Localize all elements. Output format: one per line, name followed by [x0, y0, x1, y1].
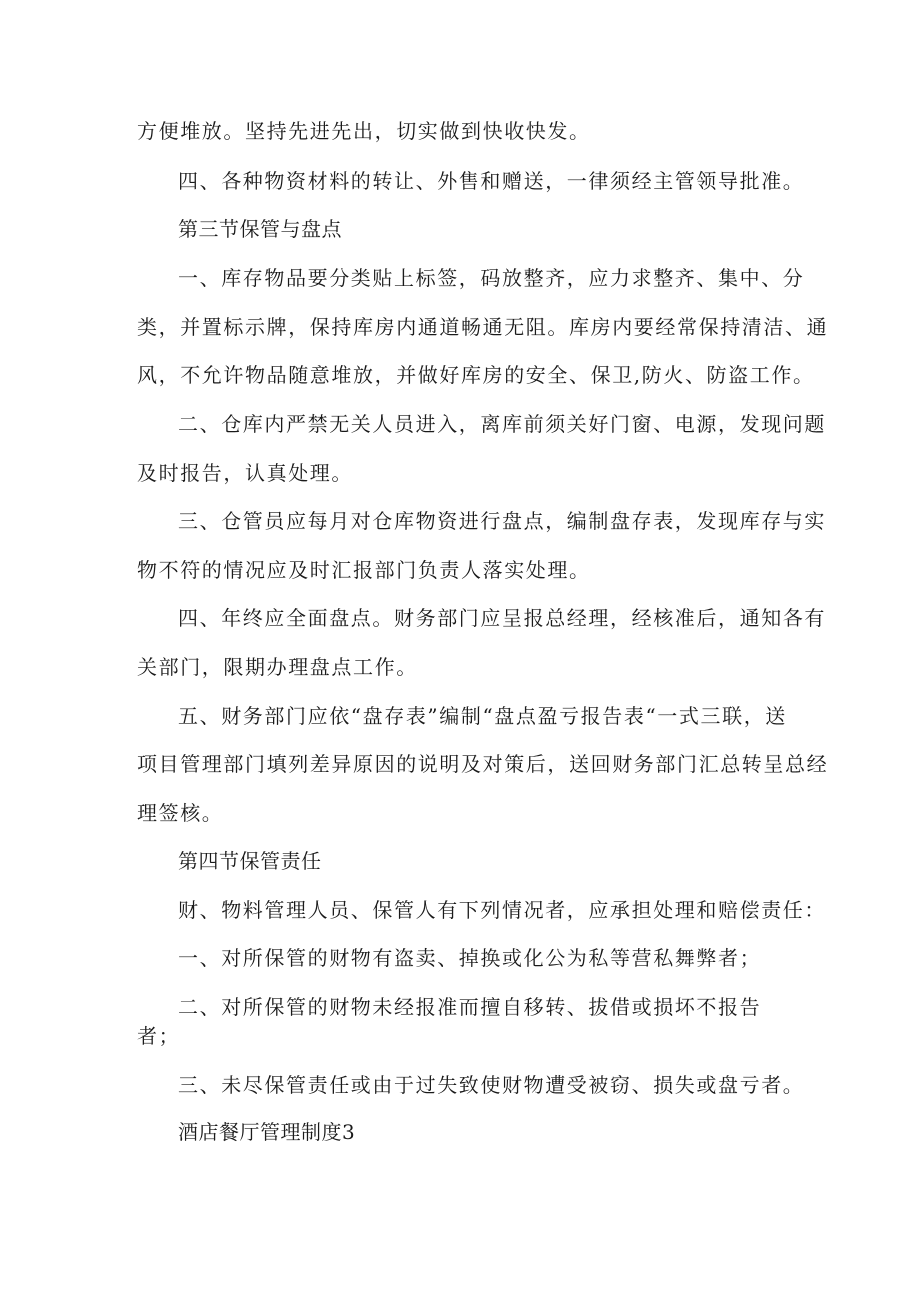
- paragraph-line: 项目管理部门填列差异原因的说明及对策后，送回财务部门汇总转呈总经: [137, 752, 829, 776]
- paragraph-line: 方便堆放。坚持先进先出，切实做到快收快发。: [137, 119, 591, 143]
- paragraph-line: 及时报告，认真处理。: [137, 461, 353, 485]
- paragraph-line: 风，不允许物品随意堆放，并做好库房的安全、保卫,防火、防盗工作。: [137, 363, 815, 387]
- paragraph-line: 四、各种物资材料的转让、外售和赠送，一律须经主管领导批准。: [178, 169, 805, 193]
- section-heading: 第三节保管与盘点: [178, 217, 342, 241]
- paragraph-line: 二、对所保管的财物未经报准而擅自移转、拔借或损坏不报告: [178, 995, 762, 1019]
- paragraph-line: 财、物料管理人员、保管人有下列情况者，应承担处理和赔偿责任：: [178, 898, 826, 922]
- document-title: 酒店餐厅管理制度3: [178, 1120, 356, 1144]
- paragraph-line: 二、仓库内严禁无关人员进入，离库前须关好门窗、电源，发现问题: [178, 412, 826, 436]
- paragraph-line: 三、未尽保管责任或由于过失致使财物遭受被窃、损失或盘亏者。: [178, 1073, 805, 1097]
- paragraph-line: 三、仓管员应每月对仓库物资进行盘点，编制盘存表，发现库存与实: [178, 509, 826, 533]
- paragraph-line: 理签核。: [137, 801, 224, 825]
- paragraph-line: 类，并置标示牌，保持库房内通道畅通无阻。库房内要经常保持清洁、通: [137, 315, 829, 339]
- paragraph-line: 者；: [137, 1024, 181, 1048]
- paragraph-line: 五、财务部门应依“盘存表”编制“盘点盈亏报告表“一式三联，送: [178, 704, 787, 728]
- section-heading: 第四节保管责任: [178, 849, 322, 873]
- paragraph-line: 物不符的情况应及时汇报部门负责人落实处理。: [137, 558, 591, 582]
- paragraph-line: 一、对所保管的财物有盗卖、掉换或化公为私等营私舞弊者；: [178, 946, 762, 970]
- paragraph-line: 四、年终应全面盘点。财务部门应呈报总经理，经核准后，通知各有: [178, 606, 826, 630]
- paragraph-line: 关部门，限期办理盘点工作。: [137, 655, 418, 679]
- paragraph-line: 一、库存物品要分类贴上标签，码放整齐，应力求整齐、集中、分: [178, 266, 805, 290]
